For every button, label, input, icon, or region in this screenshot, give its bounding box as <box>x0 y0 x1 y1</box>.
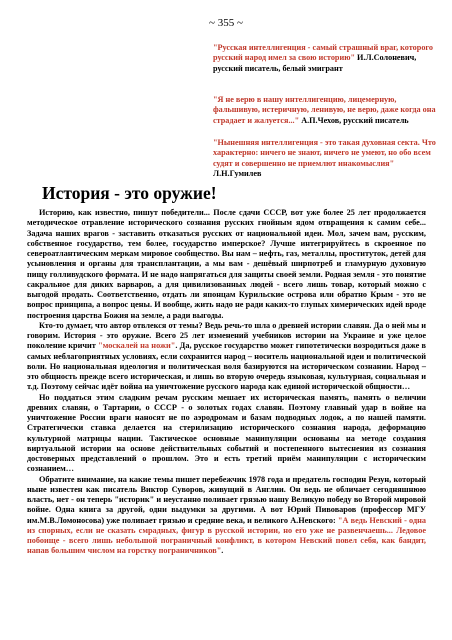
paragraph-text: Кто-то думает, что автор отвлекся от темы? Ведь речь-то шла о древней истории славян. Да о ней мы и говорим. История - это оружие. Всего 25 лет изменений учебников истории на Украине и уже целое поколение кричит <box>27 320 426 351</box>
article-body <box>27 208 426 557</box>
epigraph-gumilev <box>213 138 438 180</box>
paragraph <box>27 321 426 393</box>
highlighted-quote: "А ведь Невский - одна из спорных, если не сказать смрадных, фигур в русской истории, но его уже не развенчаешь... Ледовое побоище - всего лишь небольшой пограничный конфликт, в котором Невский повел себя, как бандит, напав большим числом на горстку пограничников" <box>27 515 426 556</box>
epigraph-quote: "Русская интеллигенция - самый страшный враг, которого русский народ имел за свою историю" <box>213 43 434 63</box>
paragraph-text: Обратите внимание, на какие темы пишет перебежчик 1978 года и предатель господин Резун, который ныне известен как писатель Виктор Суворов, живущий в Англии. Он ведь не обличает сегодняшнюю власть, нет - он теперь "историк" и неустанно поливает грязью нашу Великую победу во Второй мировой войне. Одна книга за другой, одни выдумки за другими. А вот Юрий Пивоваров (профессор МГУ им.М.В.Ломоносова) уже поливает грязью и средние века, и великого А.Невского: <box>27 474 426 525</box>
epigraph-author: Л.Н.Гумилев <box>213 169 262 179</box>
highlighted-quote: "москалей на ножи" <box>98 341 176 351</box>
epigraph-author: А.П.Чехов, русский писатель <box>299 115 409 125</box>
epigraph-quote: "Я не верю в нашу интеллигенцию, лицемерную, фальшивую, истеричную, ленивую, не верю, даже когда она страдает и жалуется..." <box>213 95 436 125</box>
epigraph-author: И.Л.Солоневич, русский писатель, белый эмигрант <box>213 53 417 73</box>
epigraph-solonevich <box>213 43 438 74</box>
paragraph-text: . Да, русское государство может гипотетически возродиться даже в самых неблагоприятных условиях, если сохранится народ – носитель национальной идеи и политической воли. Но национальная идеология и политическая воля базируются на историческом сознании. Народ – это общность прежде всего историческая, и лишь во вторую очередь языковая, культурная, социальная и т.д. Поэтому сейчас идёт война на уничтожение русского народа как единой исторической общности… <box>27 341 426 392</box>
epigraph-quote: "Нынешняя интеллигенция - это такая духовная секта. Что характерно: ничего не знают, ничего не умеют, но обо всем судят и совершенно не приемлют инакомыслия" <box>213 138 436 168</box>
article-title: История - это оружие! <box>42 183 217 203</box>
paragraph-text: . <box>221 546 224 556</box>
paragraph <box>27 475 426 557</box>
paragraph: Историю, как известно, пишут победители... После сдачи СССР, вот уже более 25 лет продолжается методическое отравление исторического сознания русских гнойным ядом отвращения к самим себе... Задача наших врагов - заставить отказаться русских от национальной идеи. Мол, зачем вам, русским, собственное государство, тем более, государство имперское? Лучше интегрируйтесь в скроенное по североатлантическим меркам мировое сообщество. Вы нам – нефть, газ, металлы, проституток, детей для усыновления и органы для трансплантации, а мы вам - дешёвый ширпотреб и гламурную духовную пищу голливудского формата. И не надо напрягаться для защиты своей земли. Родная земля - это понятие сакральное для диких варваров, а для цивилизованных людей - всего лишь товар, который можно с выгодой продать. Соответственно, отдать ли японцам Курильские острова или обратно Крым - это не вопрос принципа, а вопрос цены. И вообще, жить надо не ради каких-то глупых химерических идей вроде построения царства Божия на земле, а ради выгоды. <box>27 208 426 320</box>
epigraph-chekhov <box>213 95 438 126</box>
paragraph: Но поддаться этим сладким речам русским мешает их историческая память, память о величии древних славян, о Тартарии, о СССР - о золотых годах славян. Поэтому главный удар в войне на уничтожение России враги наносят не по аэродромам и базам подводных лодок, а по нашей памяти. Стратегически ставка делается на стерилизацию исторического сознания народа, деформацию культурной матрицы нации. Тактическое основные манипуляции основаны на методе создания виртуальной истории на основе действительных событий и постепенного вытеснения из сознания достоверных представлений о прошлом. Это и есть третий приём манипуляции с историческим сознанием… <box>27 392 426 474</box>
page-number: ~ 355 ~ <box>209 17 243 29</box>
